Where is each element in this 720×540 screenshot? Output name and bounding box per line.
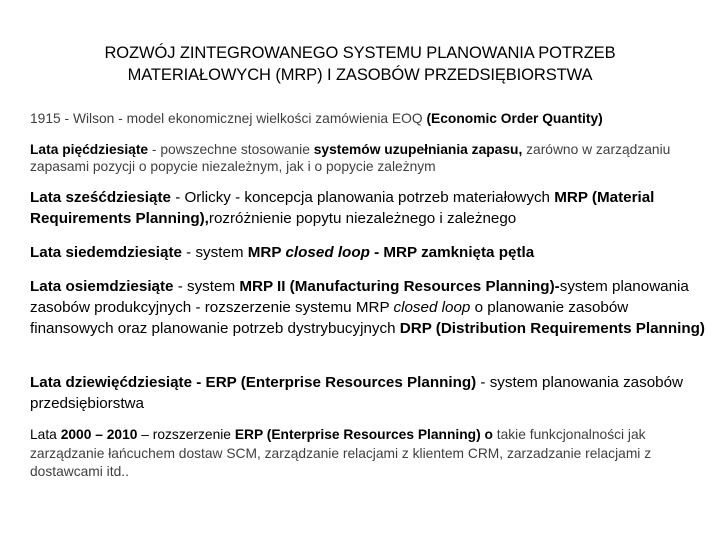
p5-text-2: system planowania zasobów produkcyjnych - rozszerzenie systemu MRP: [30, 278, 689, 316]
p4-bold-3: - MRP zamknięta pętla: [369, 244, 535, 261]
p3-bold-1: Lata sześćdziesiąte: [30, 189, 171, 206]
paragraph-fifties: [30, 141, 705, 175]
p7-bold-1: 2000 – 2010: [60, 427, 138, 442]
paragraph-2000-2010: [30, 426, 705, 482]
paragraph-seventies: [30, 242, 705, 263]
p6-bold-1: Lata dziewięćdziesiąte - ERP (Enterprise Resources Planning): [30, 374, 477, 391]
p4-bold-2: MRP: [247, 244, 286, 261]
p4-italic-1: closed loop: [285, 244, 370, 261]
p5-bold-2: MRP II (Manufacturing Resources Planning)-: [239, 278, 560, 295]
slide-title: [20, 42, 700, 86]
paragraph-sixties: [30, 187, 705, 229]
p2-text-1: - powszechne stosowanie: [148, 142, 314, 157]
p7-bold-2: ERP (Enterprise Resources Planning) o: [234, 427, 493, 442]
p7-text-3: takie funkcjonalności jak zarządzanie łańcuchem dostaw SCM, zarządzanie relacjami z klientem CRM, zarzadzanie relacjami z dostawcami itd..: [30, 427, 652, 479]
p7-text-1: Lata: [30, 427, 61, 442]
title-line-1: ROZWÓJ ZINTEGROWANEGO SYSTEMU PLANOWANIA POTRZEB: [104, 44, 616, 62]
title-line-2: MATERIAŁOWYCH (MRP) I ZASOBÓW PRZEDSIĘBIORSTWA: [127, 66, 593, 84]
p5-bold-1: Lata osiemdziesiąte: [30, 278, 174, 295]
p7-text-2: – rozszerzenie: [137, 427, 235, 442]
p3-bold-2: MRP (Material Requirements Planning),: [30, 189, 655, 227]
p3-text-2: rozróżnienie popytu niezależnego i zależnego: [208, 210, 517, 227]
p1-text: 1915 - Wilson - model ekonomicznej wielkości zamówienia EOQ: [30, 111, 427, 126]
p2-text-2: zarówno w zarządzaniu zapasami pozycji o popycie niezależnym, jak i o popycie zależnym: [30, 142, 671, 174]
p4-bold-1: Lata siedemdziesiąte: [30, 244, 182, 261]
p3-text-1: - Orlicky - koncepcja planowania potrzeb materiałowych: [170, 189, 555, 206]
p5-italic-1: closed loop: [393, 299, 471, 316]
p5-text-3: o planowanie zasobów finansowych oraz planowanie potrzeb dystrybucyjnych: [30, 299, 629, 337]
p6-text-1: - system planowania zasobów przedsiębiorstwa: [30, 374, 684, 412]
p5-bold-3: DRP (Distribution Requirements Planning): [399, 320, 705, 337]
p2-bold-1: Lata pięćdziesiąte: [30, 142, 149, 157]
p2-bold-2: systemów uzupełniania zapasu,: [313, 142, 523, 157]
paragraph-eighties: [30, 276, 705, 339]
p5-text-1: - system: [173, 278, 240, 295]
paragraph-nineties: [30, 372, 705, 414]
paragraph-1915: [30, 110, 705, 128]
p1-bold: (Economic Order Quantity): [426, 111, 603, 126]
p4-text-1: - system: [181, 244, 248, 261]
